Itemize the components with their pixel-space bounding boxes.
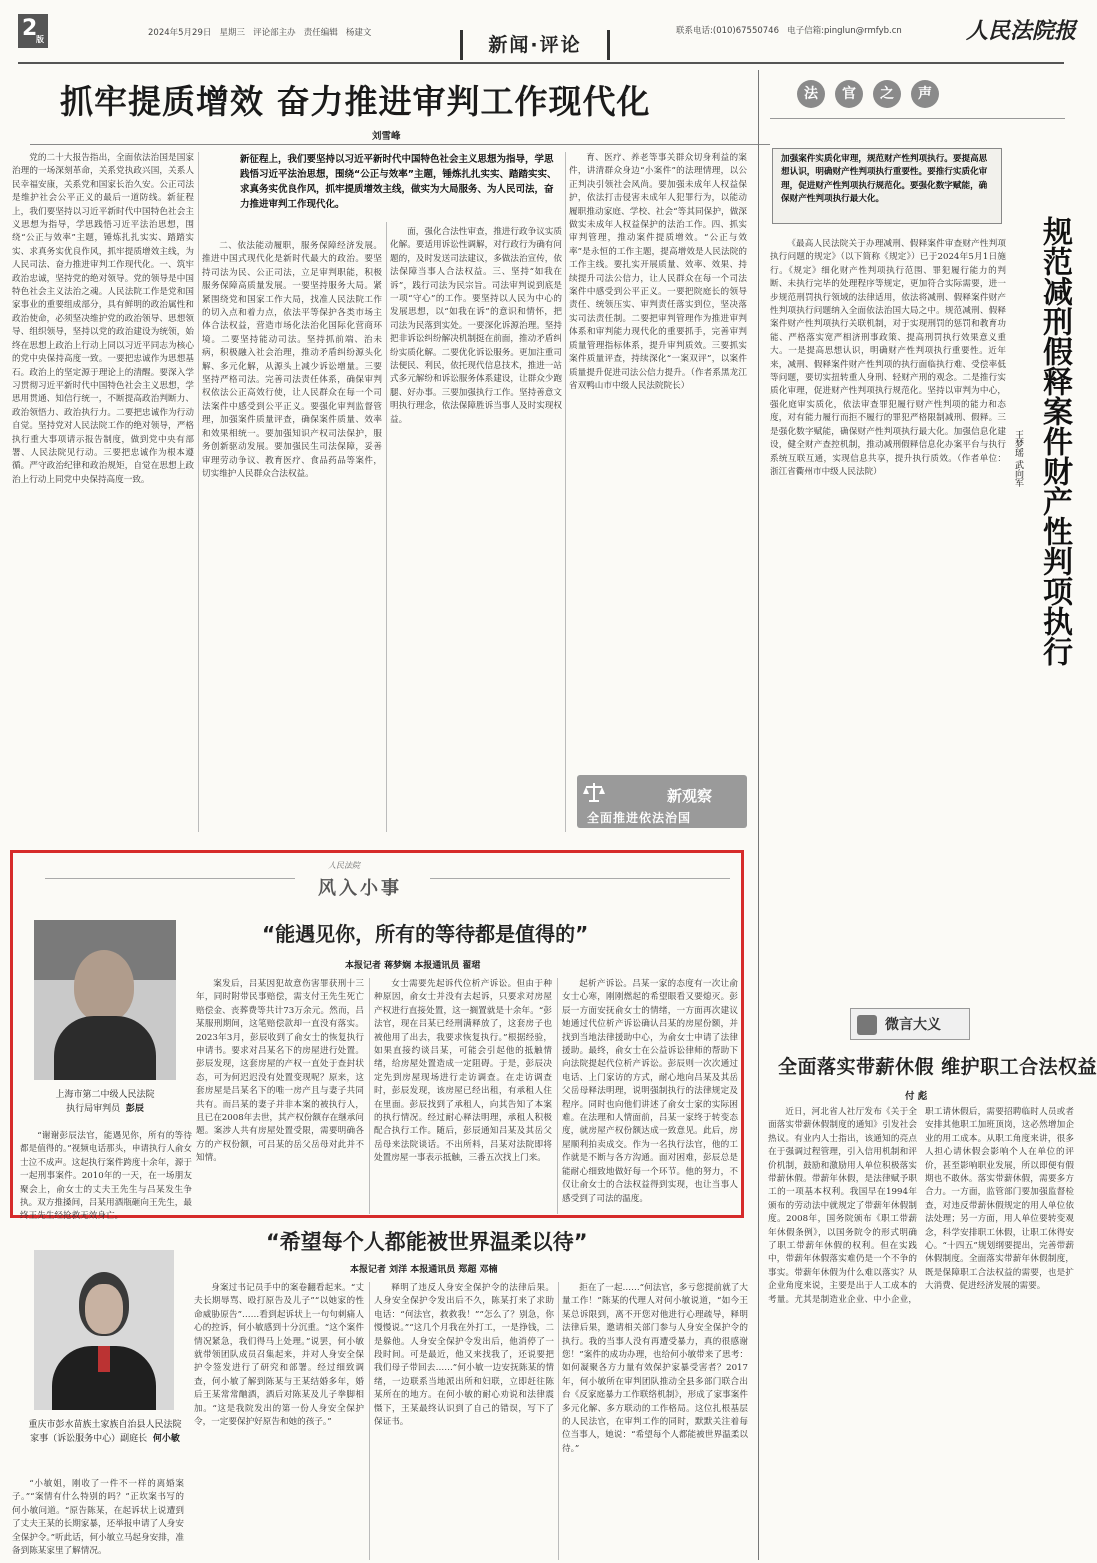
feature-col-3-text: 女士需要先起诉代位析产诉讼。但由于种种原因，俞女士并没有去起诉，只要求对房屋产权进行直接处置，这一搁置就是十余年。“彭法官，现在吕某已经刑满释放了，这套房子也被他用了出去，我要求恢复执行。”根据经验，如果直接约谈吕某，可能会引起他的抵触情绪，给房屋处置造成一定阻碍。于是，彭辰决定先到房屋现场进行走访调查。在走访调查时，彭辰发现，该房屋已经出租，有承租人住在里面。彭辰找到了承租人，向其告知了本案的执行情况。经过耐心释法明理，承租人积极配合执行工作。随后，彭辰通知吕某及其岳父岳母来法院谈话。不出所料，吕某对法院即将处置房屋一事表示抵触，三番五次找上门来。 [374, 979, 552, 1164]
main-col-4 [569, 152, 747, 767]
voice-body [770, 238, 1006, 978]
new-view-graphic [577, 775, 747, 828]
masthead-divider [18, 62, 1064, 64]
feature-col-2 [196, 978, 364, 1214]
main-headline-rule [30, 144, 770, 145]
judge-photo [34, 920, 176, 1080]
voice-lead-box [772, 148, 1002, 224]
col-divider [558, 1282, 559, 1560]
voice-lead: 加强案件实质化审理，规范财产性判项执行。要提高思想认识，明确财产性判项执行重要性。要推行实质化审理，促进财产性判项执行规范化。要强化数字赋能，确保财产性判项执行最大化。 [781, 154, 988, 205]
second-byline: 本报记者 刘洋 本报通讯员 郑超 邓楠 [350, 1265, 498, 1275]
issue-info [148, 26, 371, 38]
second-col-4-text: 拒在了一起……“何法官，多亏您提前就了大量工作！”陈某的代理人对何小敏说道，“如今王某总诉限到，离不开您对他进行心理疏导，释明法律后果，邀请相关部门参与人身安全保护令的执行。我的当事人没有再遭受暴力，真的很感谢您！”案件的成功办理，也给何小敏带来了思考：如何凝聚各方力量有效保护家暴受害者？2017年，何小敏所在审判团队推动全县多部门联合出台《反家庭暴力工作联络机制》，形成了家事案件多元化解、多方联动的工作格局。这位扎根基层的人民法官，在审判工作的同时，默默关注着每位当事人，她说：“希望每个人都能被世界温柔以待。” [562, 1283, 748, 1454]
voice-title: 规范减刑假释案件财产性判项执行 [1037, 216, 1072, 666]
feature-col-3 [374, 978, 552, 1214]
office: 评论部主办 [253, 28, 296, 38]
second-col-3 [374, 1282, 554, 1560]
col-divider [369, 1282, 370, 1560]
wyd-body-text: 近日，河北省人社厅发布《关于全面落实带薪休假制度的通知》引发社会热议。有业内人士指出，该通知的亮点在于强调过程管理，引入信用机制和评价机制，鼓励和激励用人单位积极落实带薪休假。带薪年休假，是法律赋予职工的一项基本权利。我国早在1994年颁布的劳动法中就规定了带薪年休假制度。2008年，国务院颁布《职工带薪年休假条例》，以国务院令的形式明确了职工带薪年休假的权利。但在实践中，带薪年休假落实难仍是一个不争的事实。带薪年休假为什么难以落实？从企业角度来说，主要是出于人工成本的考量。尤其是制造业企业、中小企业，职工请休假后，需要招聘临时人员或者安排其他职工加班顶岗，这必然增加企业的用工成本。从职工角度来讲，很多人担心请休假会影响个人在单位的评价，甚至影响职业发展，所以即便有假期也不敢休。落实带薪休假，需要多方合力。一方面，监管部门要加强监督检查，对违反带薪休假规定的用人单位依法处理；另一方面，用人单位要转变观念，科学安排职工休假，让职工休得安心。“十四五”规划纲要提出，完善带薪休假制度。全面落实带薪年休假制度，既是保障职工合法权益的需要，也是扩大消费、促进经济发展的需要。 [768, 1107, 1074, 1305]
voice-body-text: 《最高人民法院关于办理减刑、假释案件审查财产性判项执行问题的规定》（以下简称《规定》）已于2024年5月1日施行。《规定》细化财产性判项执行范围、罪犯履行能力的判断、未执行完毕的处理程序等规定，更加符合实际需要，进一步规范刑罚执行领域的法律适用，依法将减刑、假释案件财产性判项执行问题纳入全面依法治国大局之中。规范减刑、假释案件财产性判项执行关联机制，对于实现刑罚的惩罚和教育功能、严格落实宽严相济刑事政策、提高刑罚执行效果意义重大。一是提高思想认识，明确财产性判项执行重要性。近年来，减刑、假释案件财产性判项的执行面临执行难、受偿率低等问题，要切实扭转重人身刑、轻财产刑的观念。二是推行实质化审理，促进财产性判项执行规范化。坚持以审判为中心，强化庭审实质化，依法审查罪犯履行财产性判项的能力和态度，对有能力履行而拒不履行的罪犯严格限制减刑、假释。三是强化数字赋能，确保财产性判项执行最大化。加强信息化建设，健全财产查控机制，推动减刑假释信息化办案平台与执行系统互联互通，实现信息共享，提升执行质效。（作者单位：浙江省衢州市中级人民法院） [770, 239, 1006, 477]
second-headline: “希望每个人都能被世界温柔以待” [266, 1230, 588, 1254]
main-author: 刘雪峰 [372, 131, 401, 142]
masthead [0, 0, 1080, 62]
col-divider [369, 978, 370, 1214]
caption-name: 彭辰 [125, 1104, 144, 1114]
caption-role: 执行局审判员 [66, 1104, 121, 1114]
feature-headline: “能遇见你，所有的等待都是值得的” [262, 922, 589, 946]
wyd-box [850, 1008, 970, 1040]
feature-quote-text: “谢谢彭辰法官，能遇见你，所有的等待都是值得的。”视频电话那头，申请执行人俞女士泣不成声。这起执行案件跨度十余年，源于一起刑事案件。2010年的一天，在一场朋友聚会上，俞女士的丈夫王先生与吕某发生争执。双方推搡间，吕某用酒瓶砸向王先生，最终王先生经抢救无效身亡。 [20, 1131, 192, 1222]
col-divider [565, 152, 566, 832]
issue-date: 2024年5月29日 [148, 28, 212, 38]
main-lead: 新征程上，我们要坚持以习近平新时代中国特色社会主义思想为指导，学思践悟习近平法治思想，围绕“公正与效率”主题，锤炼扎扎实实、踏踏实实、求真务实优良作风，抓牢提质增效主线，做实为大局服务、为人民司法，奋力推进审判工作现代化。 [240, 154, 557, 210]
page-number-badge [18, 14, 48, 48]
right-column-divider [758, 70, 759, 1560]
voice-char: 法 [797, 80, 825, 108]
voice-char: 官 [835, 80, 863, 108]
second-col-1-text: “小敏姐，刚收了一件不一样的离婚案子。”“案情有什么特别的吗？”正坎案书写的何小敏问道。“原告陈某，在起诉状上说遭到了丈夫王某的长期家暴，还举报申请了人身安全保护令。”听此话，何小敏立马起身安排，准备到陈某家里了解情况。 [12, 1479, 184, 1557]
feature-col-4 [562, 978, 738, 1214]
main-col-4-text: 育、医疗、养老等事关群众切身利益的案件，讲清群众身边“小案件”的法理情理，以公正判决引领社会风尚。要加强未成年人权益保护，依法打击侵害未成年人犯罪行为，以能动履职推动家庭、学校、社会“等其同保护，做深做实未成年人权益保护的法治工作。四、抓实审判管理，推动案件提质增效。“公正与效率”是永恒的工作主题，提高增效是人民法院的工作主线。要扎实开展质量、效率、效果、持续提升司法公信力，让人民群众在每一个司法案件中感受到公平正义。一要把院庭长的领导责任、统领压实、审判责任落实到位，坚决落实司法责任制。二要把审判管理作为推进审判体系和审判能力现代化的重要抓手，完善审判质量管理指标体系，提升审判质效。三要抓实案件质量评查，持续深化“一案双评”，以案件质量提升促进司法公信力提升。（作者系黑龙江省双鸭山市中级人民法院院长） [569, 153, 747, 391]
caption-org: 重庆市彭水苗族土家族自治县人民法院家事（诉讼服务中心）副庭长 [28, 1420, 182, 1444]
new-view-subtitle: 全面推进依法治国 [587, 811, 692, 825]
section-label: 新闻·评论 [488, 34, 582, 56]
wyd-label: 微言大义 [885, 1017, 941, 1033]
editor-label: 责任编辑 [303, 28, 338, 38]
wyd-author: 付 彪 [905, 1091, 928, 1102]
main-col-1-text: 党的二十大报告指出，全面依法治国是国家治理的一场深刻革命，关系党执政兴国，关系人民幸福安康，关系党和国家长治久安。公正司法是维护社会公平正义的最后一道防线。新征程上，我们要坚持以习近平新时代中国特色社会主义思想为指导，学思践悟习近平法治思想，围绕“公正与效率”主题，锤炼扎扎实实、踏踏实实、求真务实优良作风，抓牢提质增效主线，为人民司法、奋力推进审判工作现代化。一、筑牢政治忠诚，坚持党的绝对领导。党的领导是中国特色社会主义法治之魂。人民法院工作是党和国家事业的重要组成部分，具有鲜明的政治属性和政治使命，必须坚决维护党的政治领导、思想领导、组织领导，坚持以党的政治建设为统领，始终在思想上政治上行动上同以习近平同志为核心的党中央保持高度一致。一要把忠诚作为思想基石。政治上的坚定源于理论上的清醒。要深入学习贯彻习近平新时代中国特色社会主义思想，学思用贯通、知信行统一，不断提高政治判断力、政治领悟力、政治执行力。二要把忠诚作为行动自觉。坚持党对人民法院工作的绝对领导，严格执行重大事项请示报告制度，做到党中央有部署、人民法院见行动。三要把忠诚作为根本遵循。严守政治纪律和政治规矩，自觉在思想上政治上行动上同党中央保持高度一致。 [12, 153, 194, 485]
email-label: 电子信箱: [787, 26, 824, 36]
second-caption [28, 1418, 182, 1446]
email: pinglun@rmfyb.cn [823, 26, 902, 36]
main-col-3 [390, 226, 562, 832]
section-title [460, 30, 610, 60]
voice-char: 声 [911, 80, 939, 108]
caption-org: 上海市第二中级人民法院 [55, 1090, 155, 1100]
judge-photo [34, 1250, 174, 1410]
second-col-2 [194, 1282, 364, 1560]
second-col-1 [12, 1478, 184, 1560]
main-headline: 抓牢提质增效 奋力推进审判工作现代化 [60, 82, 651, 121]
column-name: 风入小事 [318, 878, 402, 899]
col-divider [386, 222, 387, 832]
voice-rule [770, 118, 1065, 119]
wyd-body [768, 1106, 1074, 1558]
editor-name: 杨建文 [345, 28, 372, 38]
phone-label: 联系电话: [676, 26, 713, 36]
main-col-2 [202, 240, 382, 832]
main-col-3-text: 面，强化合法性审查，推进行政争议实质化解。要适用诉讼性调解，对行政行为确有问题的，及时发送司法建议，多做法治宣传，依法保障当事人合法权益。三、坚持“如我在诉”，践行司法为民宗旨。司法审判说到底是一项“守心”的工作。要坚持以人民为中心的发展思想，以“如我在诉”的意识和情怀，把司法为民落到实处。一要深化诉源治理。坚持把非诉讼纠纷解决机制挺在前面，推动矛盾纠纷实质化解。二要优化诉讼服务。更加注重司法便民、利民，依托现代信息技术，推进一站式多元解纷和诉讼服务体系建设，让群众少跑腿、好办事。三要加强执行工作。坚持善意文明执行理念，依法保障胜诉当事人及时实现权益。 [390, 227, 562, 425]
phone: (010)67550746 [712, 26, 779, 36]
contact-info [676, 24, 902, 36]
main-col-2-text: 二、依法能动履职，服务保障经济发展。推进中国式现代化是新时代最大的政治。要坚持司法为民、公正司法，立足审判职能，积极服务保障高质量发展。一要坚持服务大局。紧紧围绕党和国家工作大局，找准人民法院工作的切入点和着力点，依法平等保护各类市场主体合法权益，营造市场化法治化国际化营商环境。二要坚持能动司法。坚持抓前端、治未病，积极融入社会治理，推动矛盾纠纷源头化解、多元化解，从源头上减少诉讼增量。三要坚持严格司法。完善司法责任体系，确保审判权依法公正高效行使，让人民群众在每一个司法案件中感受到公平正义。要强化审判监督管理，加强案件质量评查，确保案件质量、效率和效果相统一。要加强知识产权司法保护，服务创新驱动发展。要加强民生司法保障，妥善审理劳动争议、教育医疗、食品药品等案件，切实维护人民群众合法权益。 [202, 241, 382, 479]
voice-char: 之 [873, 80, 901, 108]
scale-icon [583, 781, 605, 803]
banner-rule-left [45, 878, 295, 879]
judge-caption [34, 1088, 176, 1116]
feature-col-4-text: 起析产诉讼。吕某一家的态度有一次让俞女士心寒，刚刚燃起的希望眼看又要熄灭。彭辰一方面安抚俞女士的情绪，一方面再次建议她通过代位析产诉讼确认吕某的房屋份额，并找到当地法律援助中心，为俞女士申请了法律援助。最终，俞女士在公益诉讼律师的帮助下向法院提起代位析产诉讼。彭辰则一次次通过电话、上门家访的方式，耐心地向吕某及其岳父岳母释法明理，说明强制执行的法律规定及程序。同时也向他们讲述了俞女士家的实际困难。在法理和人情面前，吕某一家终于转变态度，就房屋产权份额达成一致意见。此后，房屋顺利拍卖成交。作为一名执行法官，他的工作就是不断与各方沟通。面对困难，彭辰总是能耐心细致地做好每一个环节。他的努力，不仅让俞女士的合法权益得到实现，也让当事人感受到了司法的温度。 [562, 979, 738, 1204]
voice-badges [792, 80, 1042, 108]
voice-authors: 王梦瑶 武向军 [1013, 430, 1023, 487]
second-col-2-text: 身案过书记员手中的案卷翻看起来。“丈夫长期辱骂、殴打原告及儿子”“以她家的性命威胁原告”……看到起诉状上一句句刺痛人心的控诉，何小敏感到十分沉重。“这个案件情况紧急，我们得马上处理。”说罢，何小敏就带领团队成员召集起来，并对人身安全保护令签发进行了研究和部署。经过细致调查，何小敏了解到陈某与王某结婚多年，婚后王某常常酗酒，酒后对陈某及儿子拳脚相加。“这是我院发出的第一份人身安全保护令，一定要保护好原告和她的孩子。” [194, 1283, 364, 1428]
caption-name: 何小敏 [152, 1434, 180, 1444]
wyd-headline: 全面落实带薪休假 维护职工合法权益 [778, 1056, 1097, 1078]
banner-rule-right [430, 878, 730, 879]
col-divider [557, 978, 558, 1214]
main-col-1 [12, 152, 194, 832]
column-tag: 人民法院 [328, 861, 360, 870]
page-number: 2 [22, 16, 38, 41]
page-label: 版 [36, 35, 44, 44]
second-col-3-text: 释明了违反人身安全保护令的法律后果。人身安全保护令发出后不久，陈某打来了求助电话：“何法官，救救我！”“怎么了？别急，你慢慢说。”“这几个月我在外打工，一是挣钱，二是躲他。人身安全保护令发出后，他消停了一段时间。可是最近，他又来找我了，还说要把我们母子带回去……”何小敏一边安抚陈某的情绪，一边联系当地派出所和妇联，立即赶往陈某所在的地方。在何小敏的耐心劝说和法律震慑下，王某最终认识到了自己的错误，写下了保证书。 [374, 1283, 554, 1428]
feature-quote [20, 1130, 192, 1222]
feature-col-2-text: 案发后，吕某因犯故意伤害罪获刑十三年，同时附带民事赔偿，需支付王先生死亡赔偿金、丧葬费等共计73万余元。然而，吕某服刑期间，这笔赔偿款却一直没有落实。2023年3月，彭辰收到了俞女士的恢复执行申请书。要求对吕某名下的房屋进行处置。彭辰发现，这套房屋的产权一直处于查封状态，可为何迟迟没有处置变现呢？原来，这套房屋是吕某名下的唯一房产且与妻子共同共有。而吕某的妻子并非本案的被执行人，且已在2008年去世，其产权份额存在继承问题。案涉人共有房屋处置受限，需要明确各方的产权份额，可吕某的岳父岳母对此并不知情。 [196, 979, 364, 1164]
second-col-4 [562, 1282, 748, 1560]
new-view-label: 新观察 [667, 787, 713, 805]
col-divider [198, 152, 199, 832]
issue-weekday: 星期三 [219, 28, 245, 38]
feature-column-banner [300, 860, 420, 900]
quote-icon [857, 1015, 877, 1035]
feature-byline: 本报记者 蒋梦娴 本报通讯员 翟珺 [345, 961, 481, 971]
newspaper-logo: 人民法院报 [966, 18, 1077, 44]
